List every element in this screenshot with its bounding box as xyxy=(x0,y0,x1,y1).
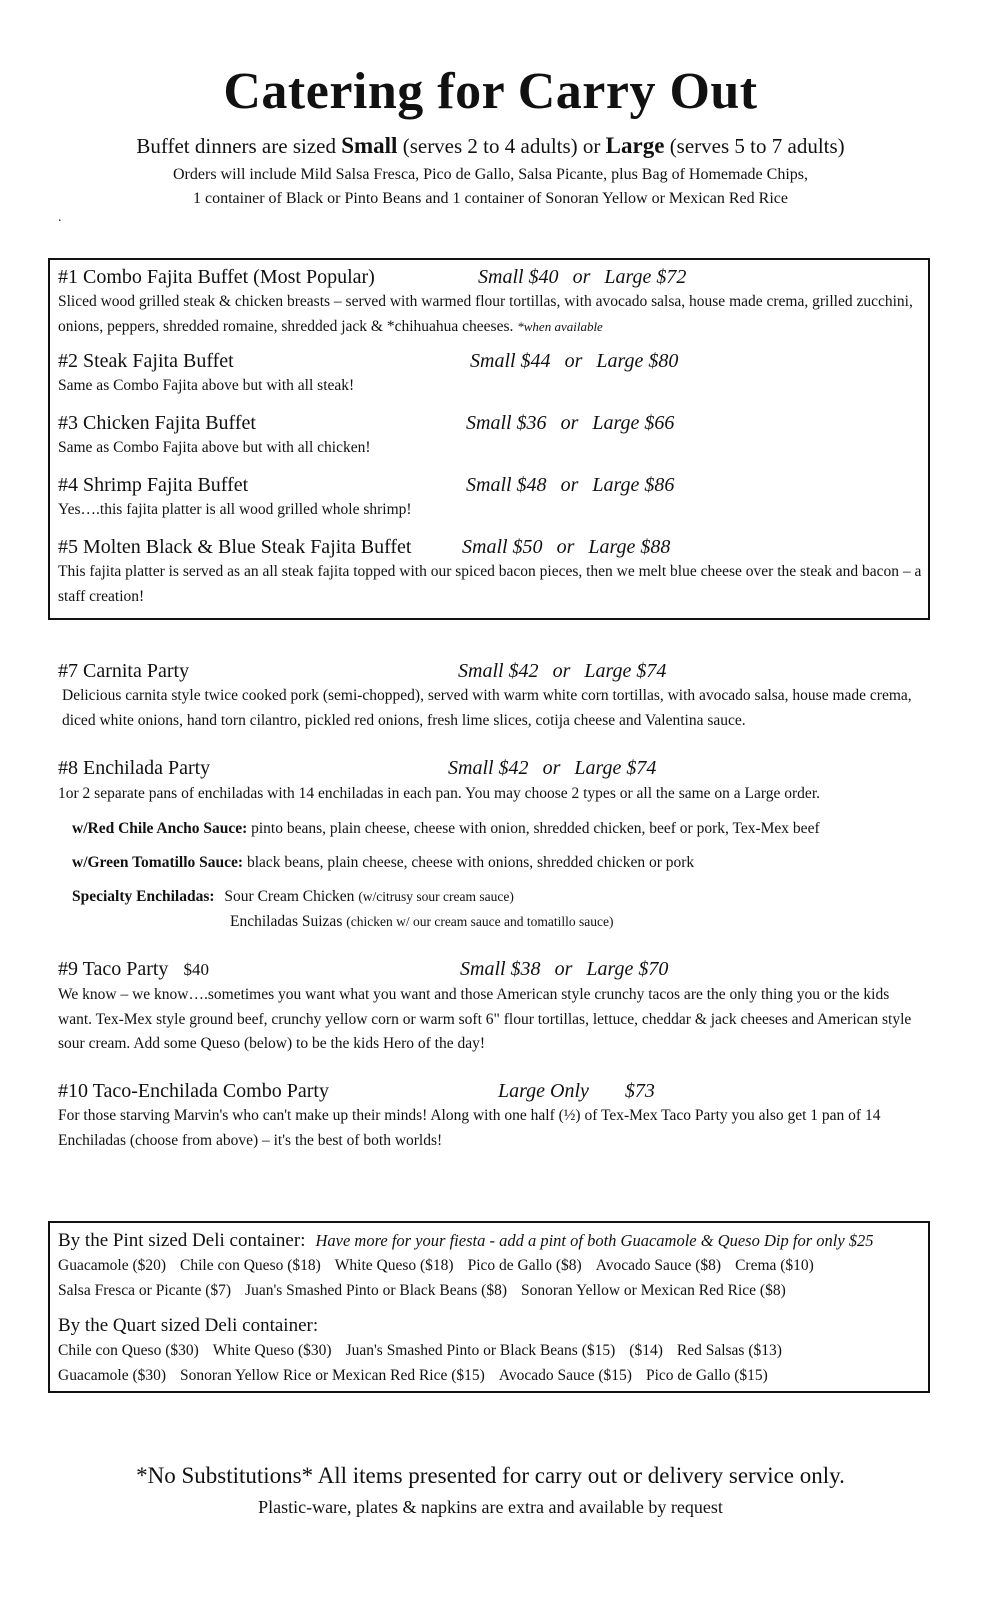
menu-item-combo-party xyxy=(58,1078,924,1153)
red-sauce-text: pinto beans, plain cheese, cheese with onion, shredded chicken, beef or pork, Tex-Mex beef xyxy=(251,820,820,837)
large-price: Large $74 xyxy=(574,757,657,779)
pint-heading xyxy=(58,1228,924,1254)
small-price: Small $42 xyxy=(458,660,539,682)
green-sauce-options xyxy=(72,851,694,875)
taco-title-text: #9 Taco Party xyxy=(58,958,169,980)
price-or: or xyxy=(564,350,583,372)
includes-line-1: Orders will include Mild Salsa Fresca, Pico de Gallo, Salsa Picante, plus Bag of Homemade Chips, xyxy=(173,166,808,183)
deli-item: Juan's Smashed Pinto or Black Beans ($8) xyxy=(245,1281,507,1299)
small-price: Small $44 xyxy=(470,350,551,372)
quart-row-2 xyxy=(58,1364,924,1389)
item-description: This fajita platter is served as an all steak fajita topped with our spiced bacon pieces, then we melt blue cheese over the steak and bacon – a staff creation! xyxy=(58,563,922,605)
menu-item-enchilada-party xyxy=(58,755,924,781)
quart-heading: By the Quart sized Deli container: xyxy=(58,1315,319,1336)
large-price: Large $88 xyxy=(588,536,671,558)
green-sauce-label: w/Green Tomatillo Sauce: xyxy=(72,854,244,871)
large-serves: (serves 5 to 7 adults) xyxy=(669,134,845,158)
specialty-enchiladas xyxy=(72,885,514,909)
menu-item-steak-fajita xyxy=(58,348,924,399)
deli-item: Juan's Smashed Pinto or Black Beans ($15) xyxy=(345,1342,616,1359)
pint-deli-section xyxy=(58,1228,924,1303)
deli-item: Chile con Queso ($18) xyxy=(180,1257,321,1274)
large-price: Large $72 xyxy=(604,266,687,288)
item-title: #2 Steak Fajita Buffet xyxy=(58,350,234,372)
large-price: Large $66 xyxy=(592,412,675,434)
large-price: Large $86 xyxy=(592,474,675,496)
pint-row-2 xyxy=(58,1279,924,1304)
red-sauce-label: w/Red Chile Ancho Sauce: xyxy=(72,820,248,837)
deli-item: Pico de Gallo ($15) xyxy=(645,1366,768,1384)
price-or: or xyxy=(542,757,561,779)
item-price xyxy=(466,472,674,498)
item-description: Yes….this fajita platter is all wood grilled whole shrimp! xyxy=(58,501,412,518)
large-only-label: Large Only xyxy=(498,1080,589,1102)
item-title: #7 Carnita Party xyxy=(58,660,190,682)
no-substitutions-note: *No Substitutions* All items presented for carry out or delivery service only. xyxy=(136,1463,845,1488)
deli-item: ($14) xyxy=(629,1342,663,1359)
large-price: Large $70 xyxy=(586,958,669,980)
includes-line-2: 1 container of Black or Pinto Beans and 1 container of Sonoran Yellow or Mexican Red Rice xyxy=(193,190,788,207)
deli-item: Chile con Queso ($30) xyxy=(58,1342,199,1359)
deli-item: Red Salsas ($13) xyxy=(676,1342,782,1359)
size-description xyxy=(0,133,981,159)
price-or: or xyxy=(560,412,579,434)
enchilada-description: 1or 2 separate pans of enchiladas with 14 enchiladas in each pan. You may choose 2 types or all the same on a Large order. xyxy=(58,785,820,802)
small-price: Small $48 xyxy=(466,474,547,496)
item-title: #5 Molten Black & Blue Steak Fajita Buffet xyxy=(58,536,412,558)
deli-item: Crema ($10) xyxy=(735,1257,814,1274)
deli-item: Pico de Gallo ($8) xyxy=(467,1257,582,1274)
item-description xyxy=(58,290,924,339)
page-title: Catering for Carry Out xyxy=(223,63,758,120)
item-price xyxy=(448,755,656,781)
deli-item: Guacamole ($30) xyxy=(58,1366,167,1384)
large-price: Large $74 xyxy=(584,660,667,682)
item-description: Same as Combo Fajita above but with all steak! xyxy=(58,377,355,394)
small-price: Small $38 xyxy=(460,958,541,980)
plasticware-note: Plastic-ware, plates & napkins are extra and available by request xyxy=(258,1497,723,1517)
deli-item: Sonoran Yellow or Mexican Red Rice ($8) xyxy=(521,1281,786,1299)
specialty-item-1: Sour Cream Chicken xyxy=(224,888,355,905)
item-price xyxy=(470,348,678,374)
price-or: or xyxy=(552,660,571,682)
item-price xyxy=(462,534,670,560)
price-or: or xyxy=(554,958,573,980)
item-description: Same as Combo Fajita above but with all chicken! xyxy=(58,439,371,456)
menu-item-molten-fajita xyxy=(58,534,924,609)
green-sauce-text: black beans, plain cheese, cheese with onions, shredded chicken or pork xyxy=(246,854,695,871)
pint-row-1 xyxy=(58,1254,924,1279)
deli-item: White Queso ($18) xyxy=(334,1257,454,1274)
deli-item: White Queso ($30) xyxy=(212,1342,332,1359)
menu-item-taco-party xyxy=(58,956,924,1057)
item-description: Delicious carnita style twice cooked pork (semi-chopped), served with warm white corn tortillas, with avocado salsa, house made crema, diced white onions, hand torn cilantro, pickled red onions, fresh lime slices, cotija cheese and Valentina sauce. xyxy=(62,687,912,729)
item-title: #1 Combo Fajita Buffet (Most Popular) xyxy=(58,266,375,288)
item-price xyxy=(460,956,668,982)
price-or: or xyxy=(560,474,579,496)
small-size-word: Small xyxy=(341,133,398,158)
small-price: Small $36 xyxy=(466,412,547,434)
quart-row-1 xyxy=(58,1339,924,1364)
item-title: #3 Chicken Fajita Buffet xyxy=(58,412,256,434)
specialty-item-2-note: (chicken w/ our cream sauce and tomatillo sauce) xyxy=(346,914,614,929)
quart-deli-section xyxy=(58,1313,924,1388)
combo-price: $73 xyxy=(624,1080,655,1102)
small-serves: (serves 2 to 4 adults) or xyxy=(402,134,601,158)
specialty-second-row xyxy=(230,910,614,934)
stray-mark: . xyxy=(58,210,62,225)
availability-note: *when available xyxy=(517,318,603,334)
large-size-word: Large xyxy=(605,133,665,158)
deli-item: Sonoran Yellow Rice or Mexican Red Rice ($15) xyxy=(180,1366,485,1384)
price-or: or xyxy=(556,536,575,558)
item-title: #4 Shrimp Fajita Buffet xyxy=(58,474,249,496)
item-title: #8 Enchilada Party xyxy=(58,757,211,779)
red-sauce-options xyxy=(72,817,820,841)
menu-item-chicken-fajita xyxy=(58,410,924,461)
item-description: We know – we know….sometimes you want what you want and those American style crunchy tacos are the only thing you or the kids want. Tex-Mex style ground beef, crunchy yellow corn or warm soft 6" flour tortillas, lettuce, cheddar & jack cheeses and American style sour cream. Add some Queso (below) to be the kids Hero of the day! xyxy=(58,986,912,1052)
small-price: Small $50 xyxy=(462,536,543,558)
specialty-item-2: Enchiladas Suizas xyxy=(230,913,343,930)
description-text: Sliced wood grilled steak & chicken breasts – served with warmed flour tortillas, with avocado salsa, house made crema, grilled zucchini, onions, peppers, shredded romaine, shredded jack & *chihuahua cheeses. xyxy=(58,293,913,335)
large-price: Large $80 xyxy=(596,350,679,372)
small-price: Small $40 xyxy=(478,266,559,288)
deli-item: Guacamole ($20) xyxy=(58,1257,167,1274)
price-or: or xyxy=(572,266,591,288)
includes-note xyxy=(0,163,981,211)
menu-item-shrimp-fajita xyxy=(58,472,924,523)
size-intro: Buffet dinners are sized xyxy=(136,134,336,158)
menu-item-carnita-party xyxy=(58,658,924,733)
deli-item: Salsa Fresca or Picante ($7) xyxy=(58,1281,232,1299)
item-price xyxy=(466,410,674,436)
small-price: Small $42 xyxy=(448,757,529,779)
item-description: For those starving Marvin's who can't make up their minds! Along with one half (½) of Tex-Mex Taco Party you also get 1 pan of 14 Enchiladas (choose from above) – it's the best of both worlds! xyxy=(58,1107,881,1149)
menu-item-combo-fajita xyxy=(58,264,924,339)
taco-title-price: $40 xyxy=(183,960,209,979)
item-price xyxy=(458,658,666,684)
item-title: #10 Taco-Enchilada Combo Party xyxy=(58,1080,329,1102)
item-price xyxy=(478,264,686,290)
pint-heading-text: By the Pint sized Deli container: xyxy=(58,1230,306,1251)
deli-item: Avocado Sauce ($15) xyxy=(498,1366,632,1384)
deli-item: Avocado Sauce ($8) xyxy=(595,1257,722,1274)
specialty-label: Specialty Enchiladas: xyxy=(72,888,215,905)
pint-promo: Have more for your fiesta - add a pint of both Guacamole & Queso Dip for only $25 xyxy=(315,1231,874,1250)
specialty-item-1-note: (w/citrusy sour cream sauce) xyxy=(358,889,514,904)
item-price xyxy=(498,1078,655,1104)
